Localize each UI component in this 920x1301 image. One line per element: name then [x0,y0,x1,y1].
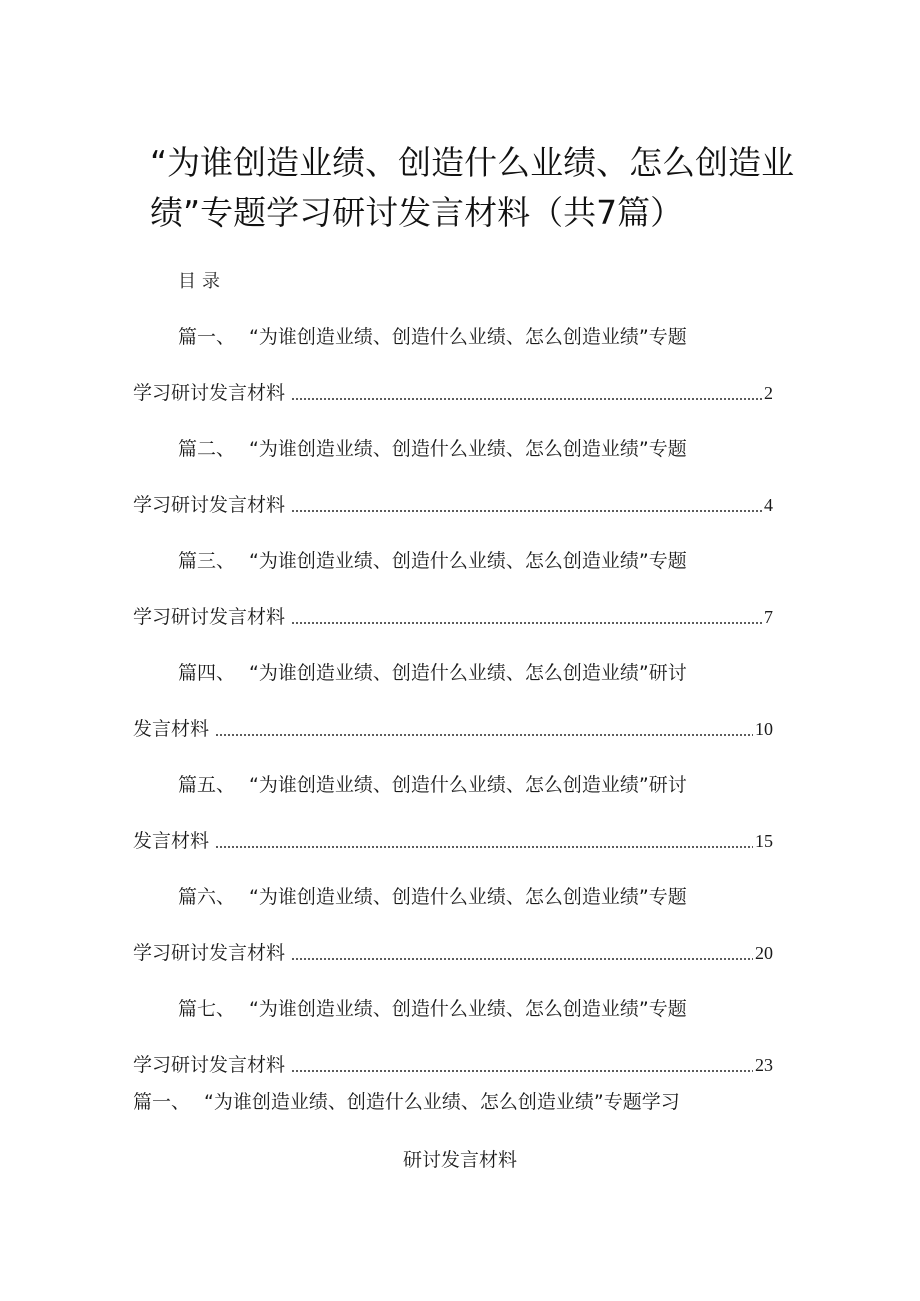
toc-item-1[interactable] [0,322,920,434]
toc-item-title-cont: 学习研讨发言材料 [133,1054,286,1076]
dot-leader [291,1070,753,1072]
toc-item-title-cont: 学习研讨发言材料 [133,942,286,964]
toc-item-prefix: 篇六、 [178,886,236,908]
toc-item-prefix: 篇七、 [178,998,236,1020]
dot-leader [291,398,762,400]
toc-page-number: 20 [755,943,773,963]
toc-item-prefix: 篇五、 [178,774,236,796]
toc-page-number: 15 [755,831,773,851]
section-heading [133,1087,753,1117]
toc-item-title: “为谁创造业绩、创造什么业绩、怎么创造业绩”专题 [249,886,687,908]
toc-item-prefix: 篇四、 [178,662,236,684]
toc-item-3[interactable] [0,546,920,658]
section-title-cont: 研讨发言材料 [402,1149,517,1171]
toc-page-number: 7 [764,607,773,627]
toc-item-title-cont: 学习研讨发言材料 [133,382,286,404]
toc-page-number: 10 [755,719,773,739]
dot-leader [215,846,753,848]
toc-item-4[interactable] [0,658,920,770]
dot-leader [291,622,762,624]
toc-item-title-cont: 学习研讨发言材料 [133,494,286,516]
toc-item-title: “为谁创造业绩、创造什么业绩、怎么创造业绩”研讨 [249,662,687,684]
dot-leader [291,510,762,512]
toc-page-number: 23 [755,1055,773,1075]
toc-item-title: “为谁创造业绩、创造什么业绩、怎么创造业绩”专题 [249,998,687,1020]
toc-item-title: “为谁创造业绩、创造什么业绩、怎么创造业绩”专题 [249,438,687,460]
toc-item-title: “为谁创造业绩、创造什么业绩、怎么创造业绩”研讨 [249,774,687,796]
toc-item-5[interactable] [0,770,920,882]
toc-item-prefix: 篇二、 [178,438,236,460]
toc-page-number: 4 [764,495,773,515]
section-title: “为谁创造业绩、创造什么业绩、怎么创造业绩”专题学习 [204,1091,680,1113]
toc-page-number: 2 [764,383,773,403]
toc-item-title: “为谁创造业绩、创造什么业绩、怎么创造业绩”专题 [249,326,687,348]
toc-item-prefix: 篇三、 [178,550,236,572]
document-title: “为谁创造业绩、创造什么业绩、怎么创造业绩”专题学习研讨发言材料（共7篇） [150,143,795,232]
toc-item-prefix: 篇一、 [178,326,236,348]
toc-item-6[interactable] [0,882,920,994]
toc-heading: 目录 [178,271,226,292]
dot-leader [291,958,753,960]
dot-leader [215,734,753,736]
toc-item-title-cont: 发言材料 [133,718,210,740]
toc-item-title-cont: 学习研讨发言材料 [133,606,286,628]
section-prefix: 篇一、 [133,1091,191,1113]
toc-item-2[interactable] [0,434,920,546]
toc-item-title-cont: 发言材料 [133,830,210,852]
toc-item-title: “为谁创造业绩、创造什么业绩、怎么创造业绩”专题 [249,550,687,572]
